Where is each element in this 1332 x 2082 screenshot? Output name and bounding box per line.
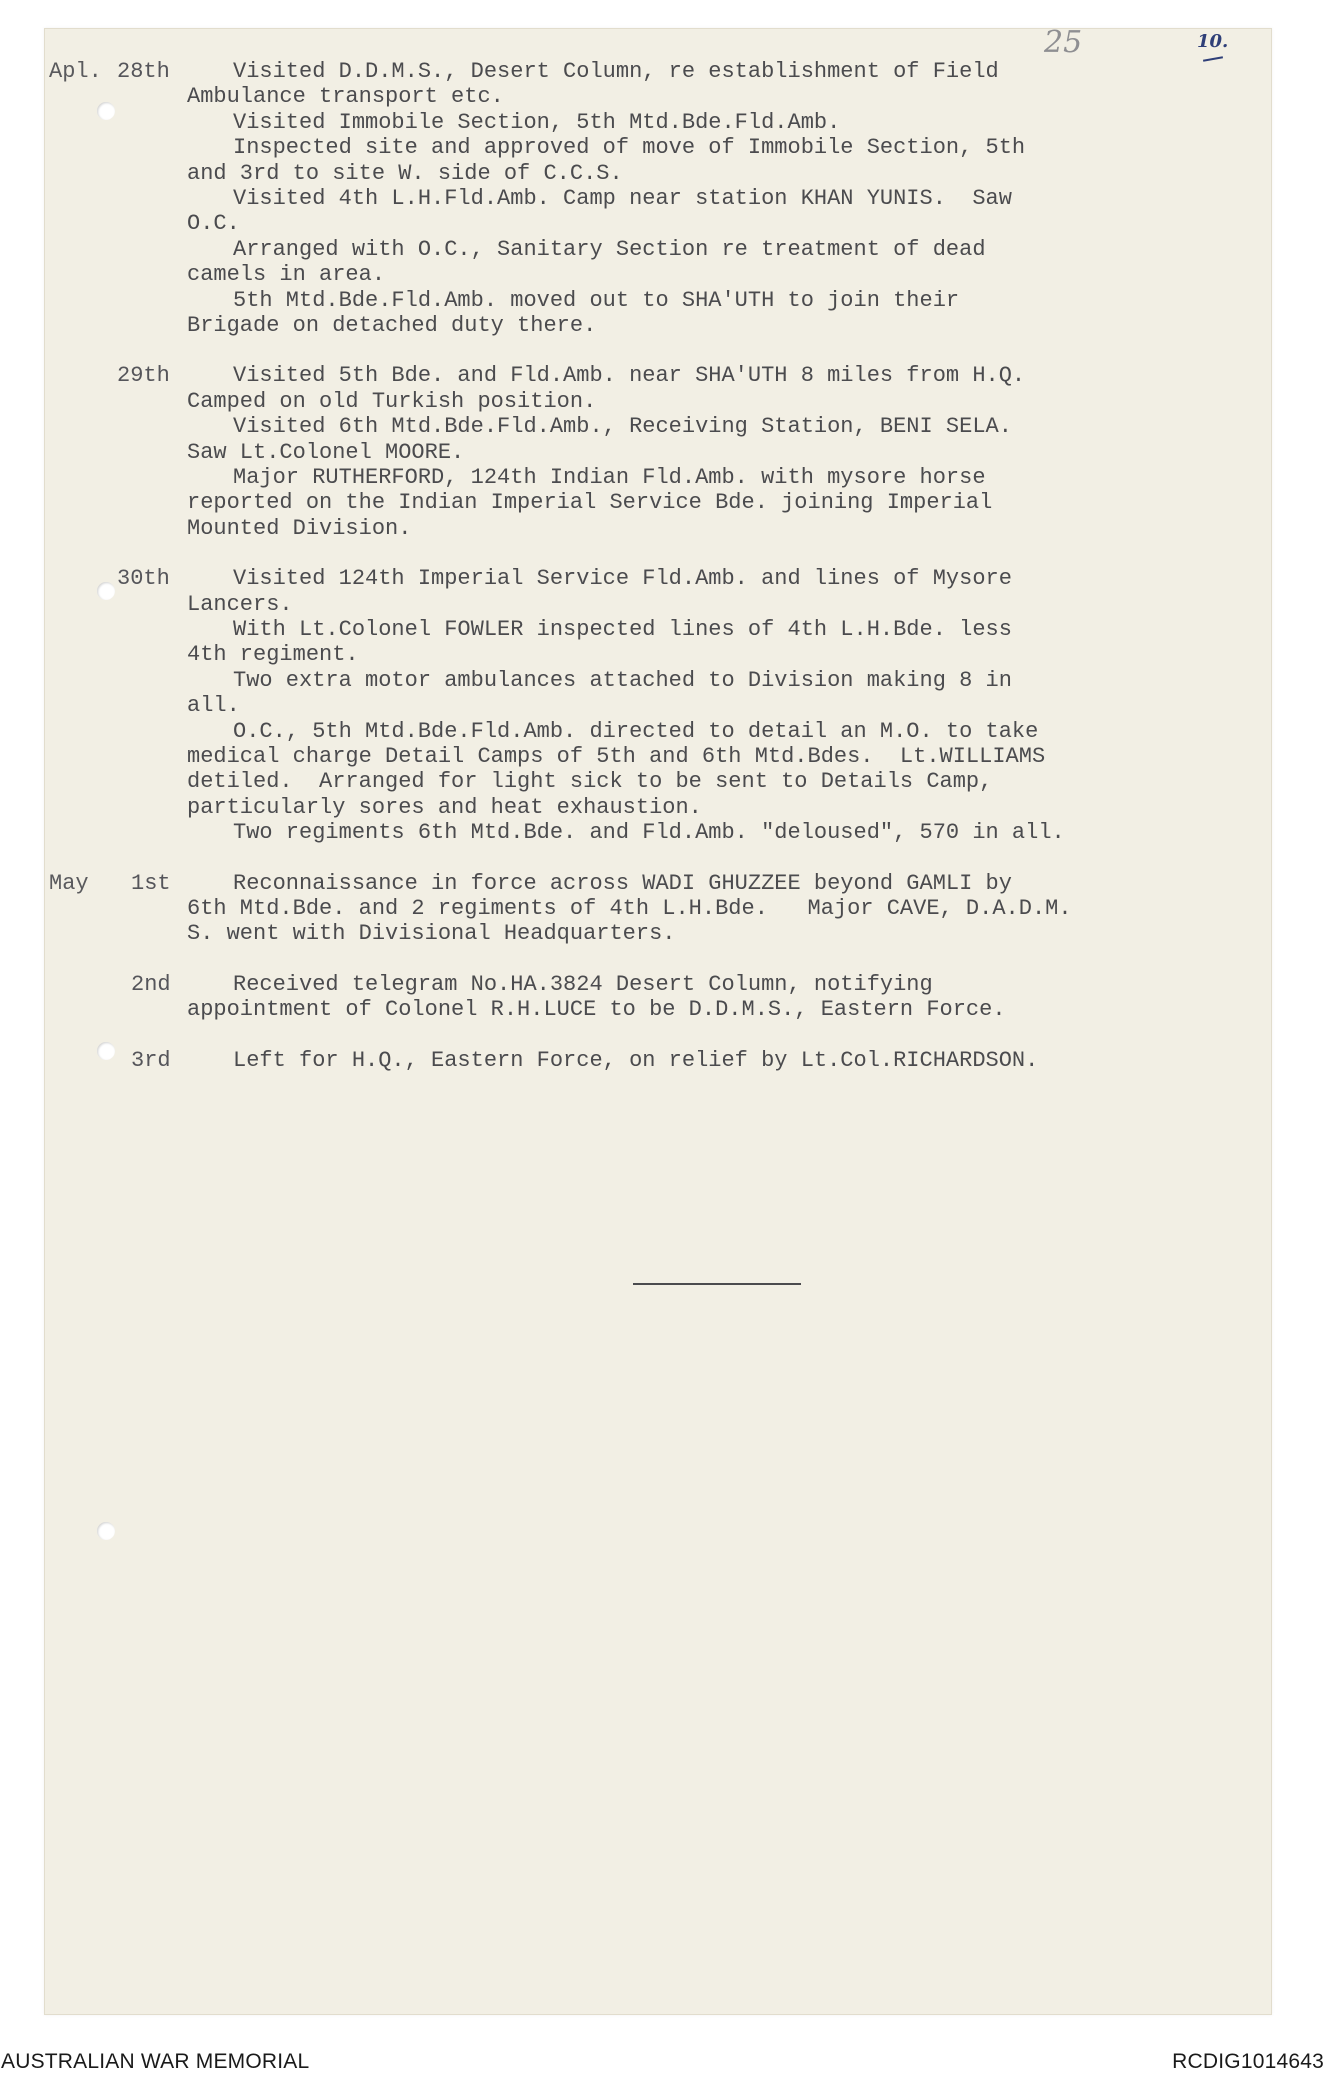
entry-line: Mounted Division. (187, 515, 412, 541)
entry-line: Visited D.D.M.S., Desert Column, re establishment of Field (233, 59, 999, 84)
entry-line: 5th Mtd.Bde.Fld.Amb. moved out to SHA'UTH to join their (233, 287, 960, 313)
entry-line: Visited Immobile Section, 5th Mtd.Bde.Fld.Amb. (233, 109, 841, 135)
entry-line: O.C., 5th Mtd.Bde.Fld.Amb. directed to detail an M.O. to take (233, 718, 1039, 744)
entry-day: 2nd (131, 971, 171, 997)
document-page (44, 25, 1272, 2015)
entry-line: all. (187, 693, 240, 719)
entry-line: Ambulance transport etc. (187, 84, 504, 110)
entry-line: appointment of Colonel R.H.LUCE to be D.D.M.S., Eastern Force. (187, 997, 1006, 1023)
entry-line: Lancers. (187, 591, 293, 617)
entry-month: May (49, 870, 89, 896)
entry-line: Visited 6th Mtd.Bde.Fld.Amb., Receiving Station, BENI SELA. (233, 414, 1012, 440)
entry-line: Inspected site and approved of move of Immobile Section, 5th (233, 135, 1026, 161)
entry-line: 4th regiment. (187, 642, 359, 668)
punch-hole-4 (97, 1522, 115, 1540)
entry-line: Arranged with O.C., Sanitary Section re treatment of dead (233, 236, 986, 262)
entry-line: Camped on old Turkish position. (187, 388, 597, 414)
punch-hole-3 (97, 1042, 115, 1060)
footer-institution: AUSTRALIAN WAR MEMORIAL (1, 2050, 310, 2073)
entry-day: 30th (117, 566, 170, 592)
entry-line: particularly sores and heat exhaustion. (187, 794, 702, 820)
entry-line: and 3rd to site W. side of C.C.S. (187, 160, 623, 186)
entry-line: reported on the Indian Imperial Service Bde. joining Imperial (187, 490, 993, 516)
entry-line: Visited 4th L.H.Fld.Amb. Camp near station KHAN YUNIS. Saw (233, 186, 1012, 211)
entry-day: 29th (117, 363, 170, 389)
entry-line: Left for H.Q., Eastern Force, on relief by Lt.Col.RICHARDSON. (233, 1047, 1039, 1073)
footer-reference-id: RCDIG1014643 (1172, 2050, 1324, 2073)
punch-hole-1 (97, 102, 115, 120)
entry-line: detiled. Arranged for light sick to be sent to Details Camp, (187, 769, 993, 795)
entry-line: 6th Mtd.Bde. and 2 regiments of 4th L.H.Bde. Major CAVE, D.A.D.M. (187, 896, 1072, 921)
entry-line: Saw Lt.Colonel MOORE. (187, 439, 465, 465)
punch-hole-2 (97, 582, 115, 600)
entry-line: Received telegram No.HA.3824 Desert Column, notifying (233, 971, 933, 997)
entry-line: Two regiments 6th Mtd.Bde. and Fld.Amb. "deloused", 570 in all. (233, 820, 1065, 846)
entry-line: Brigade on detached duty there. (187, 313, 597, 338)
ink-underline-mark (1203, 56, 1223, 61)
closing-rule (633, 1283, 801, 1285)
entry-line: Visited 5th Bde. and Fld.Amb. near SHA'UTH 8 miles from H.Q. (233, 363, 1026, 389)
entry-line: With Lt.Colonel FOWLER inspected lines of 4th L.H.Bde. less (233, 617, 1012, 642)
entry-day: 28th (117, 59, 170, 84)
entry-line: S. went with Divisional Headquarters. (187, 921, 676, 947)
ink-page-number: 10. (1197, 31, 1229, 52)
entry-day: 3rd (131, 1047, 171, 1073)
entry-line: Reconnaissance in force across WADI GHUZZEE beyond GAMLI by (233, 870, 1012, 896)
entry-line: Major RUTHERFORD, 124th Indian Fld.Amb. with mysore horse (233, 465, 986, 490)
entry-line: medical charge Detail Camps of 5th and 6th Mtd.Bdes. Lt.WILLIAMS (187, 744, 1046, 769)
entry-day: 1st (131, 870, 171, 896)
entry-month: Apl. (49, 59, 102, 84)
entry-line: camels in area. (187, 262, 386, 288)
entry-line: O.C. (187, 211, 240, 237)
entry-line: Two extra motor ambulances attached to Division making 8 in (233, 667, 1012, 693)
pencil-page-number: 25 (1044, 25, 1083, 60)
entry-line: Visited 124th Imperial Service Fld.Amb. and lines of Mysore (233, 566, 1012, 592)
